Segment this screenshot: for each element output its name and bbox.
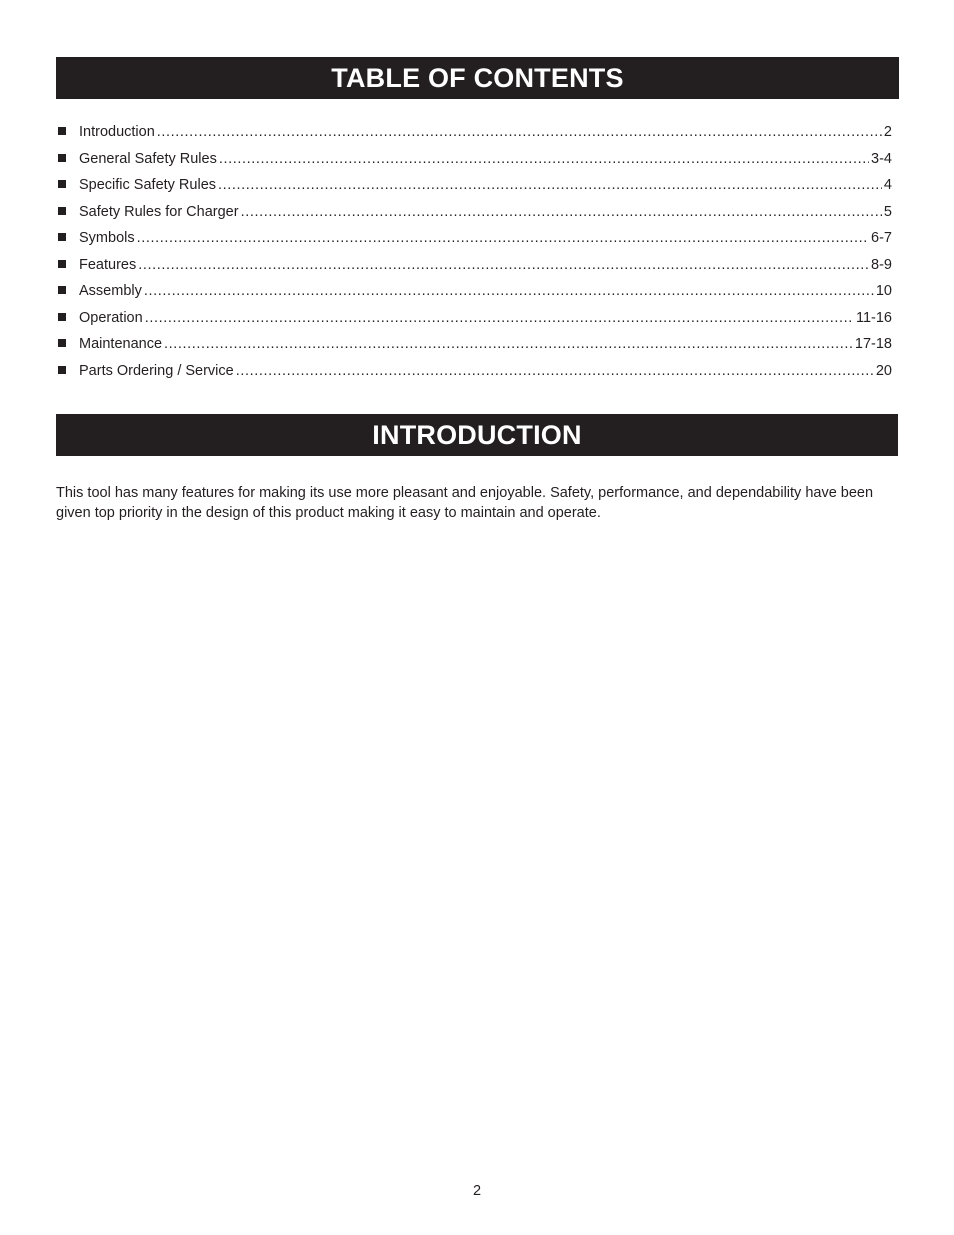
square-bullet-icon xyxy=(58,180,66,188)
dot-leader xyxy=(137,228,869,248)
dot-leader xyxy=(219,149,869,169)
toc-item-page: 3-4 xyxy=(871,150,892,167)
toc-item-maintenance[interactable] xyxy=(56,334,892,361)
dot-leader xyxy=(145,308,854,328)
dot-leader xyxy=(157,122,882,142)
introduction-body: This tool has many features for making its use more pleasant and enjoyable. Safety, performance, and dependability have been given top priority in the design of this product making it easy to maintain and operate. xyxy=(56,485,874,521)
toc-item-page: 8-9 xyxy=(871,256,892,273)
square-bullet-icon xyxy=(58,154,66,162)
square-bullet-icon xyxy=(58,233,66,241)
toc-item-label: Assembly xyxy=(79,283,142,299)
square-bullet-icon xyxy=(58,286,66,294)
toc-item-operation[interactable] xyxy=(56,308,892,335)
square-bullet-icon xyxy=(58,207,66,215)
toc-item-page: 4 xyxy=(883,177,892,193)
toc-item-symbols[interactable] xyxy=(56,228,892,255)
toc-item-label: Specific Safety Rules xyxy=(79,177,217,193)
dot-leader xyxy=(241,202,882,222)
toc-item-label: Introduction xyxy=(79,124,155,140)
square-bullet-icon xyxy=(58,313,66,321)
toc-item-introduction[interactable] xyxy=(56,122,892,149)
toc-item-page: 6-7 xyxy=(871,230,892,246)
toc-item-parts-ordering-service[interactable] xyxy=(56,361,892,388)
page-number: 2 xyxy=(472,1183,482,1199)
toc-item-label: General Safety Rules xyxy=(79,150,217,167)
toc-item-general-safety-rules[interactable] xyxy=(56,149,892,176)
dot-leader xyxy=(138,255,869,275)
introduction-heading: INTRODUCTION xyxy=(56,414,898,456)
toc-item-label: Parts Ordering / Service xyxy=(79,362,234,379)
square-bullet-icon xyxy=(58,339,66,347)
square-bullet-icon xyxy=(58,127,66,135)
toc-item-page: 20 xyxy=(875,362,892,379)
toc-list xyxy=(56,122,892,387)
toc-item-label: Symbols xyxy=(79,230,135,246)
square-bullet-icon xyxy=(58,260,66,268)
toc-item-assembly[interactable] xyxy=(56,281,892,308)
dot-leader xyxy=(218,175,882,195)
toc-item-specific-safety-rules[interactable] xyxy=(56,175,892,202)
toc-item-label: Operation xyxy=(79,309,143,326)
toc-item-label: Features xyxy=(79,256,137,273)
dot-leader xyxy=(144,281,874,301)
toc-item-safety-rules-for-charger[interactable] xyxy=(56,202,892,229)
toc-heading: TABLE OF CONTENTS xyxy=(56,57,899,99)
square-bullet-icon xyxy=(58,366,66,374)
dot-leader xyxy=(236,361,874,381)
toc-item-page: 11-16 xyxy=(855,309,892,326)
toc-item-page: 10 xyxy=(875,283,892,299)
toc-item-page: 5 xyxy=(883,203,892,220)
toc-item-page: 2 xyxy=(883,124,892,140)
dot-leader xyxy=(164,334,853,354)
toc-item-label: Maintenance xyxy=(79,336,163,352)
toc-item-page: 17-18 xyxy=(854,336,892,352)
toc-item-features[interactable] xyxy=(56,255,892,282)
toc-item-label: Safety Rules for Charger xyxy=(79,203,239,220)
